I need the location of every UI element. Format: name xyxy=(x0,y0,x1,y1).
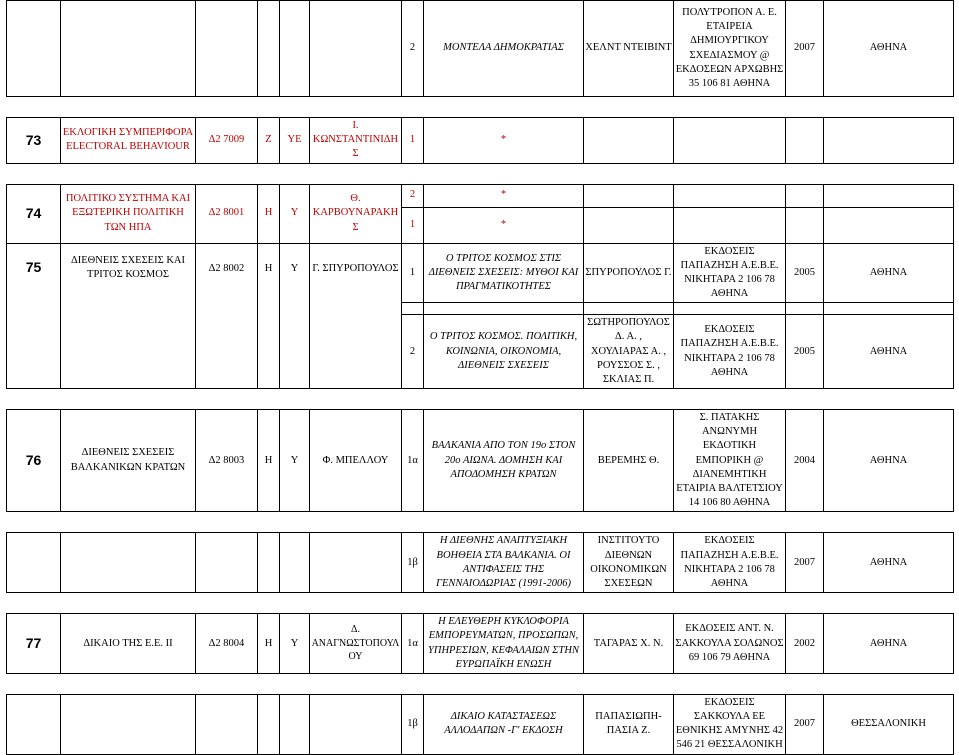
table-row xyxy=(7,410,954,512)
semester: Η xyxy=(258,243,280,389)
course-type: Υ xyxy=(280,184,310,243)
city-cell: ΑΘΗΝΑ xyxy=(824,243,954,303)
author-cell: ΤΑΓΑΡΑΣ Χ. Ν. xyxy=(584,614,674,674)
course-code: Δ2 8003 xyxy=(196,410,258,512)
course-code: Δ2 8001 xyxy=(196,184,258,243)
book-title-cell: Η ΕΛΕΥΘΕΡΗ ΚΥΚΛΟΦΟΡΙΑ ΕΜΠΟΡΕΥΜΑΤΩΝ, ΠΡΟΣΩΠΩΝ, ΥΠΗΡΕΣΙΩΝ, ΚΕΦΑΛΑΙΩΝ ΣΤΗΝ ΕΥΡΩΠΑΪΚΗ ΕΝΩΣΗ xyxy=(424,614,584,674)
city-cell: ΑΘΗΝΑ xyxy=(824,614,954,674)
course-type: ΥΕ xyxy=(280,118,310,164)
publisher-cell: ΕΚΔΟΣΕΙΣ ΠΑΠΑΖΗΣΗ Α.Ε.Β.Ε. ΝΙΚΗΤΑΡΑ 2 106 78 ΑΘΗΝΑ xyxy=(674,243,786,303)
course-book-table xyxy=(6,0,954,755)
volume-cell: 1 xyxy=(402,243,424,303)
table-row xyxy=(7,184,954,207)
course-title: ΔΙΚΑΙΟ ΤΗΣ Ε.Ε. ΙΙ xyxy=(61,614,196,674)
book-title-cell: Η ΔΙΕΘΝΗΣ ΑΝΑΠΤΥΞΙΑΚΗ ΒΟΗΘΕΙΑ ΣΤΑ ΒΑΛΚΑΝΙΑ. ΟΙ ΑΝΤΙΦΑΣΕΙΣ ΤΗΣ ΓΕΝΝΑΙΟΔΩΡΙΑΣ (1991-2006) xyxy=(424,533,584,593)
mark-cell: * xyxy=(424,184,584,207)
semester: Η xyxy=(258,614,280,674)
volume-cell: 1β xyxy=(402,533,424,593)
book-title-cell: Ο ΤΡΙΤΟΣ ΚΟΣΜΟΣ ΣΤΙΣ ΔΙΕΘΝΕΙΣ ΣΧΕΣΕΙΣ: ΜΥΘΟΙ ΚΑΙ ΠΡΑΓΜΑΤΙΚΟΤΗΤΕΣ xyxy=(424,243,584,303)
semester: Ζ xyxy=(258,118,280,164)
city-cell: ΘΕΣΣΑΛΟΝΙΚΗ xyxy=(824,694,954,754)
course-title: ΔΙΕΘΝΕΙΣ ΣΧΕΣΕΙΣ ΚΑΙ ΤΡΙΤΟΣ ΚΟΣΜΟΣ xyxy=(61,243,196,389)
volume-cell: 1α xyxy=(402,410,424,512)
professor: Θ. ΚΑΡΒΟΥΝΑΡΑΚΗΣ xyxy=(310,184,402,243)
course-number: 76 xyxy=(7,410,61,512)
year-cell: 2004 xyxy=(786,410,824,512)
course-title: ΔΙΕΘΝΕΙΣ ΣΧΕΣΕΙΣ ΒΑΛΚΑΝΙΚΩΝ ΚΡΑΤΩΝ xyxy=(61,410,196,512)
professor: Ι. ΚΩΝΣΤΑΝΤΙΝΙΔΗΣ xyxy=(310,118,402,164)
city-cell: ΑΘΗΝΑ xyxy=(824,410,954,512)
course-type: Υ xyxy=(280,614,310,674)
publisher-cell: ΕΚΔΟΣΕΙΣ ΣΑΚΚΟΥΛΑ ΕΕ ΕΘΝΙΚΗΣ ΑΜΥΝΗΣ 42 546 21 ΘΕΣΣΑΛΟΝΙΚΗ xyxy=(674,694,786,754)
author-cell: ΒΕΡΕΜΗΣ Θ. xyxy=(584,410,674,512)
professor: Φ. ΜΠΕΛΛΟΥ xyxy=(310,410,402,512)
course-number: 77 xyxy=(7,614,61,674)
course-type: Υ xyxy=(280,410,310,512)
city-cell: ΑΘΗΝΑ xyxy=(824,533,954,593)
year-cell: 2007 xyxy=(786,1,824,97)
course-type: Υ xyxy=(280,243,310,389)
year-cell: 2002 xyxy=(786,614,824,674)
course-code: Δ2 8004 xyxy=(196,614,258,674)
year-cell: 2005 xyxy=(786,315,824,389)
mark-cell: * xyxy=(424,118,584,164)
publisher-cell: Σ. ΠΑΤΑΚΗΣ ΑΝΩΝΥΜΗ ΕΚΔΟΤΙΚΗ ΕΜΠΟΡΙΚΗ @ ΔΙΑΝΕΜΗΤΙΚΗ ΕΤΑΙΡΙΑ ΒΑΛΤΕΤΣΙΟΥ 14 106 80 ΑΘΗΝΑ xyxy=(674,410,786,512)
table-row xyxy=(7,694,954,754)
table-row xyxy=(7,243,954,303)
city-cell: ΑΘΗΝΑ xyxy=(824,1,954,97)
publisher-cell: ΕΚΔΟΣΕΙΣ ΠΑΠΑΖΗΣΗ Α.Ε.Β.Ε. ΝΙΚΗΤΑΡΑ 2 106 78 ΑΘΗΝΑ xyxy=(674,315,786,389)
city-cell: ΑΘΗΝΑ xyxy=(824,315,954,389)
volume-cell: 2 xyxy=(402,315,424,389)
professor: Δ. ΑΝΑΓΝΩΣΤΟΠΟΥΛΟΥ xyxy=(310,614,402,674)
semester: Η xyxy=(258,184,280,243)
course-number: 74 xyxy=(7,184,61,243)
book-title-cell: ΒΑΛΚΑΝΙΑ ΑΠΟ ΤΟΝ 19ο ΣΤΟΝ 20ο ΑΙΩΝΑ. ΔΟΜΗΣΗ ΚΑΙ ΑΠΟΔΟΜΗΣΗ ΚΡΑΤΩΝ xyxy=(424,410,584,512)
table-row xyxy=(7,533,954,593)
year-cell: 2007 xyxy=(786,533,824,593)
table-row xyxy=(7,118,954,164)
course-code: Δ2 8002 xyxy=(196,243,258,389)
author-cell: ΣΩΤΗΡΟΠΟΥΛΟΣ Δ. Α. , ΧΟΥΛΙΑΡΑΣ Α. , ΡΟΥΣΣΟΣ Σ. , ΣΚΛΙΑΣ Π. xyxy=(584,315,674,389)
author-cell: ΠΑΠΑΣΙΩΠΗ-ΠΑΣΙΑ Ζ. xyxy=(584,694,674,754)
semester: Η xyxy=(258,410,280,512)
course-code: Δ2 7009 xyxy=(196,118,258,164)
publisher-cell: ΕΚΔΟΣΕΙΣ ΑΝΤ. Ν. ΣΑΚΚΟΥΛΑ ΣΟΛΩΝΟΣ 69 106 79 ΑΘΗΝΑ xyxy=(674,614,786,674)
course-number: 73 xyxy=(7,118,61,164)
volume-cell: 1 xyxy=(402,118,424,164)
course-number: 75 xyxy=(7,243,61,389)
professor: Γ. ΣΠΥΡΟΠΟΥΛΟΣ xyxy=(310,243,402,389)
author-cell: ΙΝΣΤΙΤΟΥΤΟ ΔΙΕΘΝΩΝ ΟΙΚΟΝΟΜΙΚΩΝ ΣΧΕΣΕΩΝ xyxy=(584,533,674,593)
book-title-cell: ΔΙΚΑΙΟ ΚΑΤΑΣΤΑΣΕΩΣ ΑΛΛΟΔΑΠΩΝ -Γ' ΕΚΔΟΣΗ xyxy=(424,694,584,754)
year-cell: 2005 xyxy=(786,243,824,303)
volume-cell: 2 xyxy=(402,1,424,97)
table-row xyxy=(7,1,954,97)
year-cell: 2007 xyxy=(786,694,824,754)
publisher-cell: ΠΟΛΥΤΡΟΠΟΝ Α. Ε. ΕΤΑΙΡΕΙΑ ΔΗΜΙΟΥΡΓΙΚΟΥ ΣΧΕΔΙΑΣΜΟΥ @ ΕΚΔΟΣΕΩΝ ΑΡΧΩΒΗΣ 35 106 81 ΑΘΗΝΑ xyxy=(674,1,786,97)
volume-cell: 2 xyxy=(402,184,424,207)
course-title: ΕΚΛΟΓΙΚΗ ΣΥΜΠΕΡΙΦΟΡΑ ELECTORAL BEHAVIOUR xyxy=(61,118,196,164)
table-row xyxy=(7,614,954,674)
author-cell: ΣΠΥΡΟΠΟΥΛΟΣ Γ. xyxy=(584,243,674,303)
course-title: ΠΟΛΙΤΙΚΟ ΣΥΣΤΗΜΑ ΚΑΙ ΕΞΩΤΕΡΙΚΗ ΠΟΛΙΤΙΚΗ ΤΩΝ ΗΠΑ xyxy=(61,184,196,243)
volume-cell: 1β xyxy=(402,694,424,754)
mark-cell: * xyxy=(424,207,584,243)
author-cell: ΧΕΛΝΤ ΝΤΕΙΒΙΝΤ xyxy=(584,1,674,97)
volume-cell: 1 xyxy=(402,207,424,243)
book-title-cell: ΜΟΝΤΕΛΑ ΔΗΜΟΚΡΑΤΙΑΣ xyxy=(424,1,584,97)
publisher-cell: ΕΚΔΟΣΕΙΣ ΠΑΠΑΖΗΣΗ Α.Ε.Β.Ε. ΝΙΚΗΤΑΡΑ 2 106 78 ΑΘΗΝΑ xyxy=(674,533,786,593)
book-title-cell: Ο ΤΡΙΤΟΣ ΚΟΣΜΟΣ. ΠΟΛΙΤΙΚΗ, ΚΟΙΝΩΝΙΑ, ΟΙΚΟΝΟΜΙΑ, ΔΙΕΘΝΕΙΣ ΣΧΕΣΕΙΣ xyxy=(424,315,584,389)
volume-cell: 1α xyxy=(402,614,424,674)
